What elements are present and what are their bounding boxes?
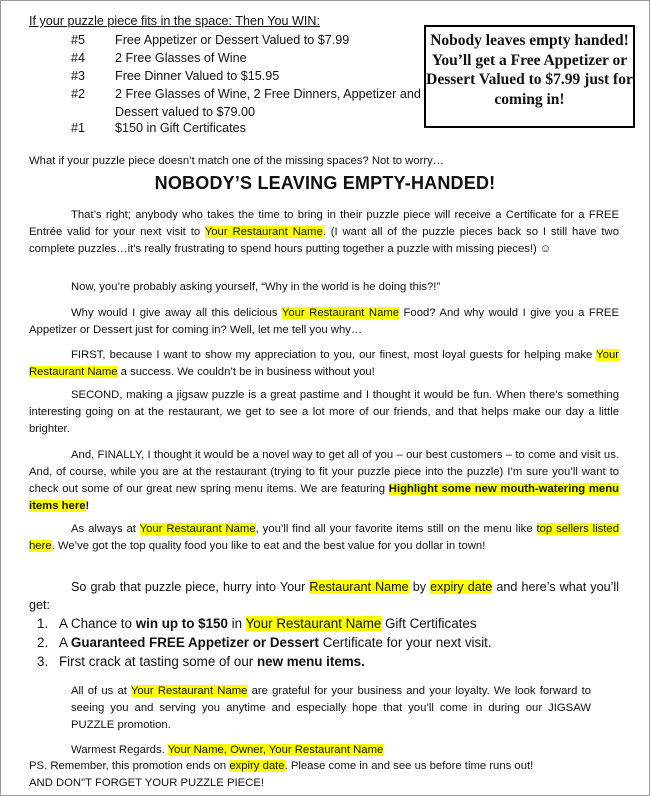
- paragraph-question: Now, you’re probably asking yourself, “Why in the world is he doing this?!”: [71, 281, 441, 293]
- intro-question: What if your puzzle piece doesn’t match one of the missing spaces? Not to worry…: [29, 155, 445, 167]
- list-item: 3. First crack at tasting some of our new menu items.: [37, 654, 365, 669]
- paragraph-grateful: All of us at Your Restaurant Name are grateful for your business and your loyalty. We look forward to seeing you and serving you anytime and especially hope that you’ll come in during our JIGSAW PUZZLE promotion.: [71, 685, 591, 731]
- document-page: If your puzzle piece fits in the space: Then You WIN: #5 Free Appetizer or Dessert Valued to $7.99 #4 2 Free Glasses of Wine #3 Free Dinner Valued to $15.95 #2 2 Free Glasses of Wine, 2 Free Dinners, Appetizer and Dessert valued to $79.00 #1 $150 in Gift Certificates Nobody leaves empty handed! You’ll get a Free Appetizer or Dessert Valued to $7.99 just for coming in! What if your puzzle piece doesn’t match one of the missing spaces? Not to worry… NOBODY’S LEAVING EMPTY-HANDED! That’s right; anybody who takes the time to bring in their puzzle piece will receive a Certificate for a FREE Entrée valid for your next visit to Your Restaurant Name. (I want all of the puzzle pieces back so I still have two complete puzzles…it’s really frustrating to spend hours putting together a puzzle with missing pieces!) ☺ Now, you’re probably asking yourself, “Why in the world is he doing this?!” Why would I give away all this delicious Your Restaurant Name Food? And why would I give you a FREE Appetizer or Dessert just for coming in? Well, let me tell you why… FIRST, because I want to show my appreciation to you, our finest, most loyal guests for helping make Your Restaurant Name a success. We couldn’t be in business without you! SECOND, making a jigsaw puzzle is a great pastime and I thought it would be fun. When there’s something interesting going on at the restaurant, we get to see a lot more of our friends, and that helps make our day a little brighter. And, FINALLY, I thought it would be a novel way to get all of you – our best customers – to come and visit us. And, of course, while you are at the restaurant (trying to fit your puzzle piece into the puzzle) I’m sure you’ll want to check out some of our great new spring menu items. We are featuring Highlight some new mouth-watering menu items here! As always at Your Restaurant Name, you’ll find all your favorite items still on the menu like top sellers listed here. We’ve got the top quality food you like to eat and the best value for you dollar in town! So grab that puzzle piece, hurry into Your Restaurant Name by expiry date and here’s what you’ll get: 1. A Chance to win up to $150 in Your Restaurant Name Gift Certificates 2. A Guaranteed FREE Appetizer or Dessert Certificate for your next visit. 3. First crack at tasting some of our new menu items. All of us at Your Restaurant Name are grateful for your business and your loyalty. We look forward to seeing you and serving you anytime and especially hope that you’ll come in during our JIGSAW PUZZLE promotion. Warmest Regards. Your Name, Owner, Your Restaurant Name PS. Remember, this promotion ends on expiry date. Please come in and see us before time runs out! AND DON"T FORGET YOUR PUZZLE PIECE!: [0, 0, 650, 796]
- paragraph-grab: So grab that puzzle piece, hurry into Your Restaurant Name by expiry date and here’s what you’ll get:: [29, 580, 619, 612]
- list-item: 2. A Guaranteed FREE Appetizer or Dessert Certificate for your next visit.: [37, 635, 492, 650]
- win-header: If your puzzle piece fits in the space: Then You WIN:: [29, 14, 320, 28]
- list-item: 1. A Chance to win up to $150 in Your Restaurant Name Gift Certificates: [37, 616, 477, 631]
- paragraph-finally: And, FINALLY, I thought it would be a novel way to get all of you – our best customers – to come and visit us. And, of course, while you are at the restaurant (trying to fit your puzzle piece into the puzzle) I’m sure you’ll want to check out some of our great new spring menu items. We are featuring Highlight some new mouth-watering menu items here!: [29, 449, 619, 512]
- promo-callout-box: Nobody leaves empty handed! You’ll get a Free Appetizer or Dessert Valued to $7.99 just for coming in!: [424, 25, 635, 128]
- headline: NOBODY’S LEAVING EMPTY-HANDED!: [154, 173, 496, 193]
- postscript-reminder: AND DON"T FORGET YOUR PUZZLE PIECE!: [29, 777, 265, 789]
- paragraph-second: SECOND, making a jigsaw puzzle is a great pastime and I thought it would be fun. When there’s something interesting going on at the restaurant, we get to see a lot more of our friends, and that helps make our day a little brighter.: [29, 389, 619, 435]
- postscript: PS. Remember, this promotion ends on expiry date. Please come in and see us before time runs out!: [29, 760, 534, 772]
- paragraph-as-always: As always at Your Restaurant Name, you’ll find all your favorite items still on the menu like top sellers listed here. We’ve got the top quality food you like to eat and the best value for you dollar in town!: [29, 523, 619, 552]
- closing-signature: Warmest Regards. Your Name, Owner, Your Restaurant Name: [71, 744, 384, 756]
- paragraph-why: Why would I give away all this delicious Your Restaurant Name Food? And why would I give you a FREE Appetizer or Dessert just for coming in? Well, let me tell you why…: [29, 307, 619, 336]
- paragraph-intro: That’s right; anybody who takes the time to bring in their puzzle piece will receive a Certificate for a FREE Entrée valid for your next visit to Your Restaurant Name. (I want all of the puzzle pieces back so I still have two complete puzzles…it’s really frustrating to spend hours putting together a puzzle with missing pieces!) ☺: [29, 209, 619, 255]
- paragraph-first: FIRST, because I want to show my appreciation to you, our finest, most loyal guests for helping make Your Restaurant Name a success. We couldn’t be in business without you!: [29, 349, 619, 378]
